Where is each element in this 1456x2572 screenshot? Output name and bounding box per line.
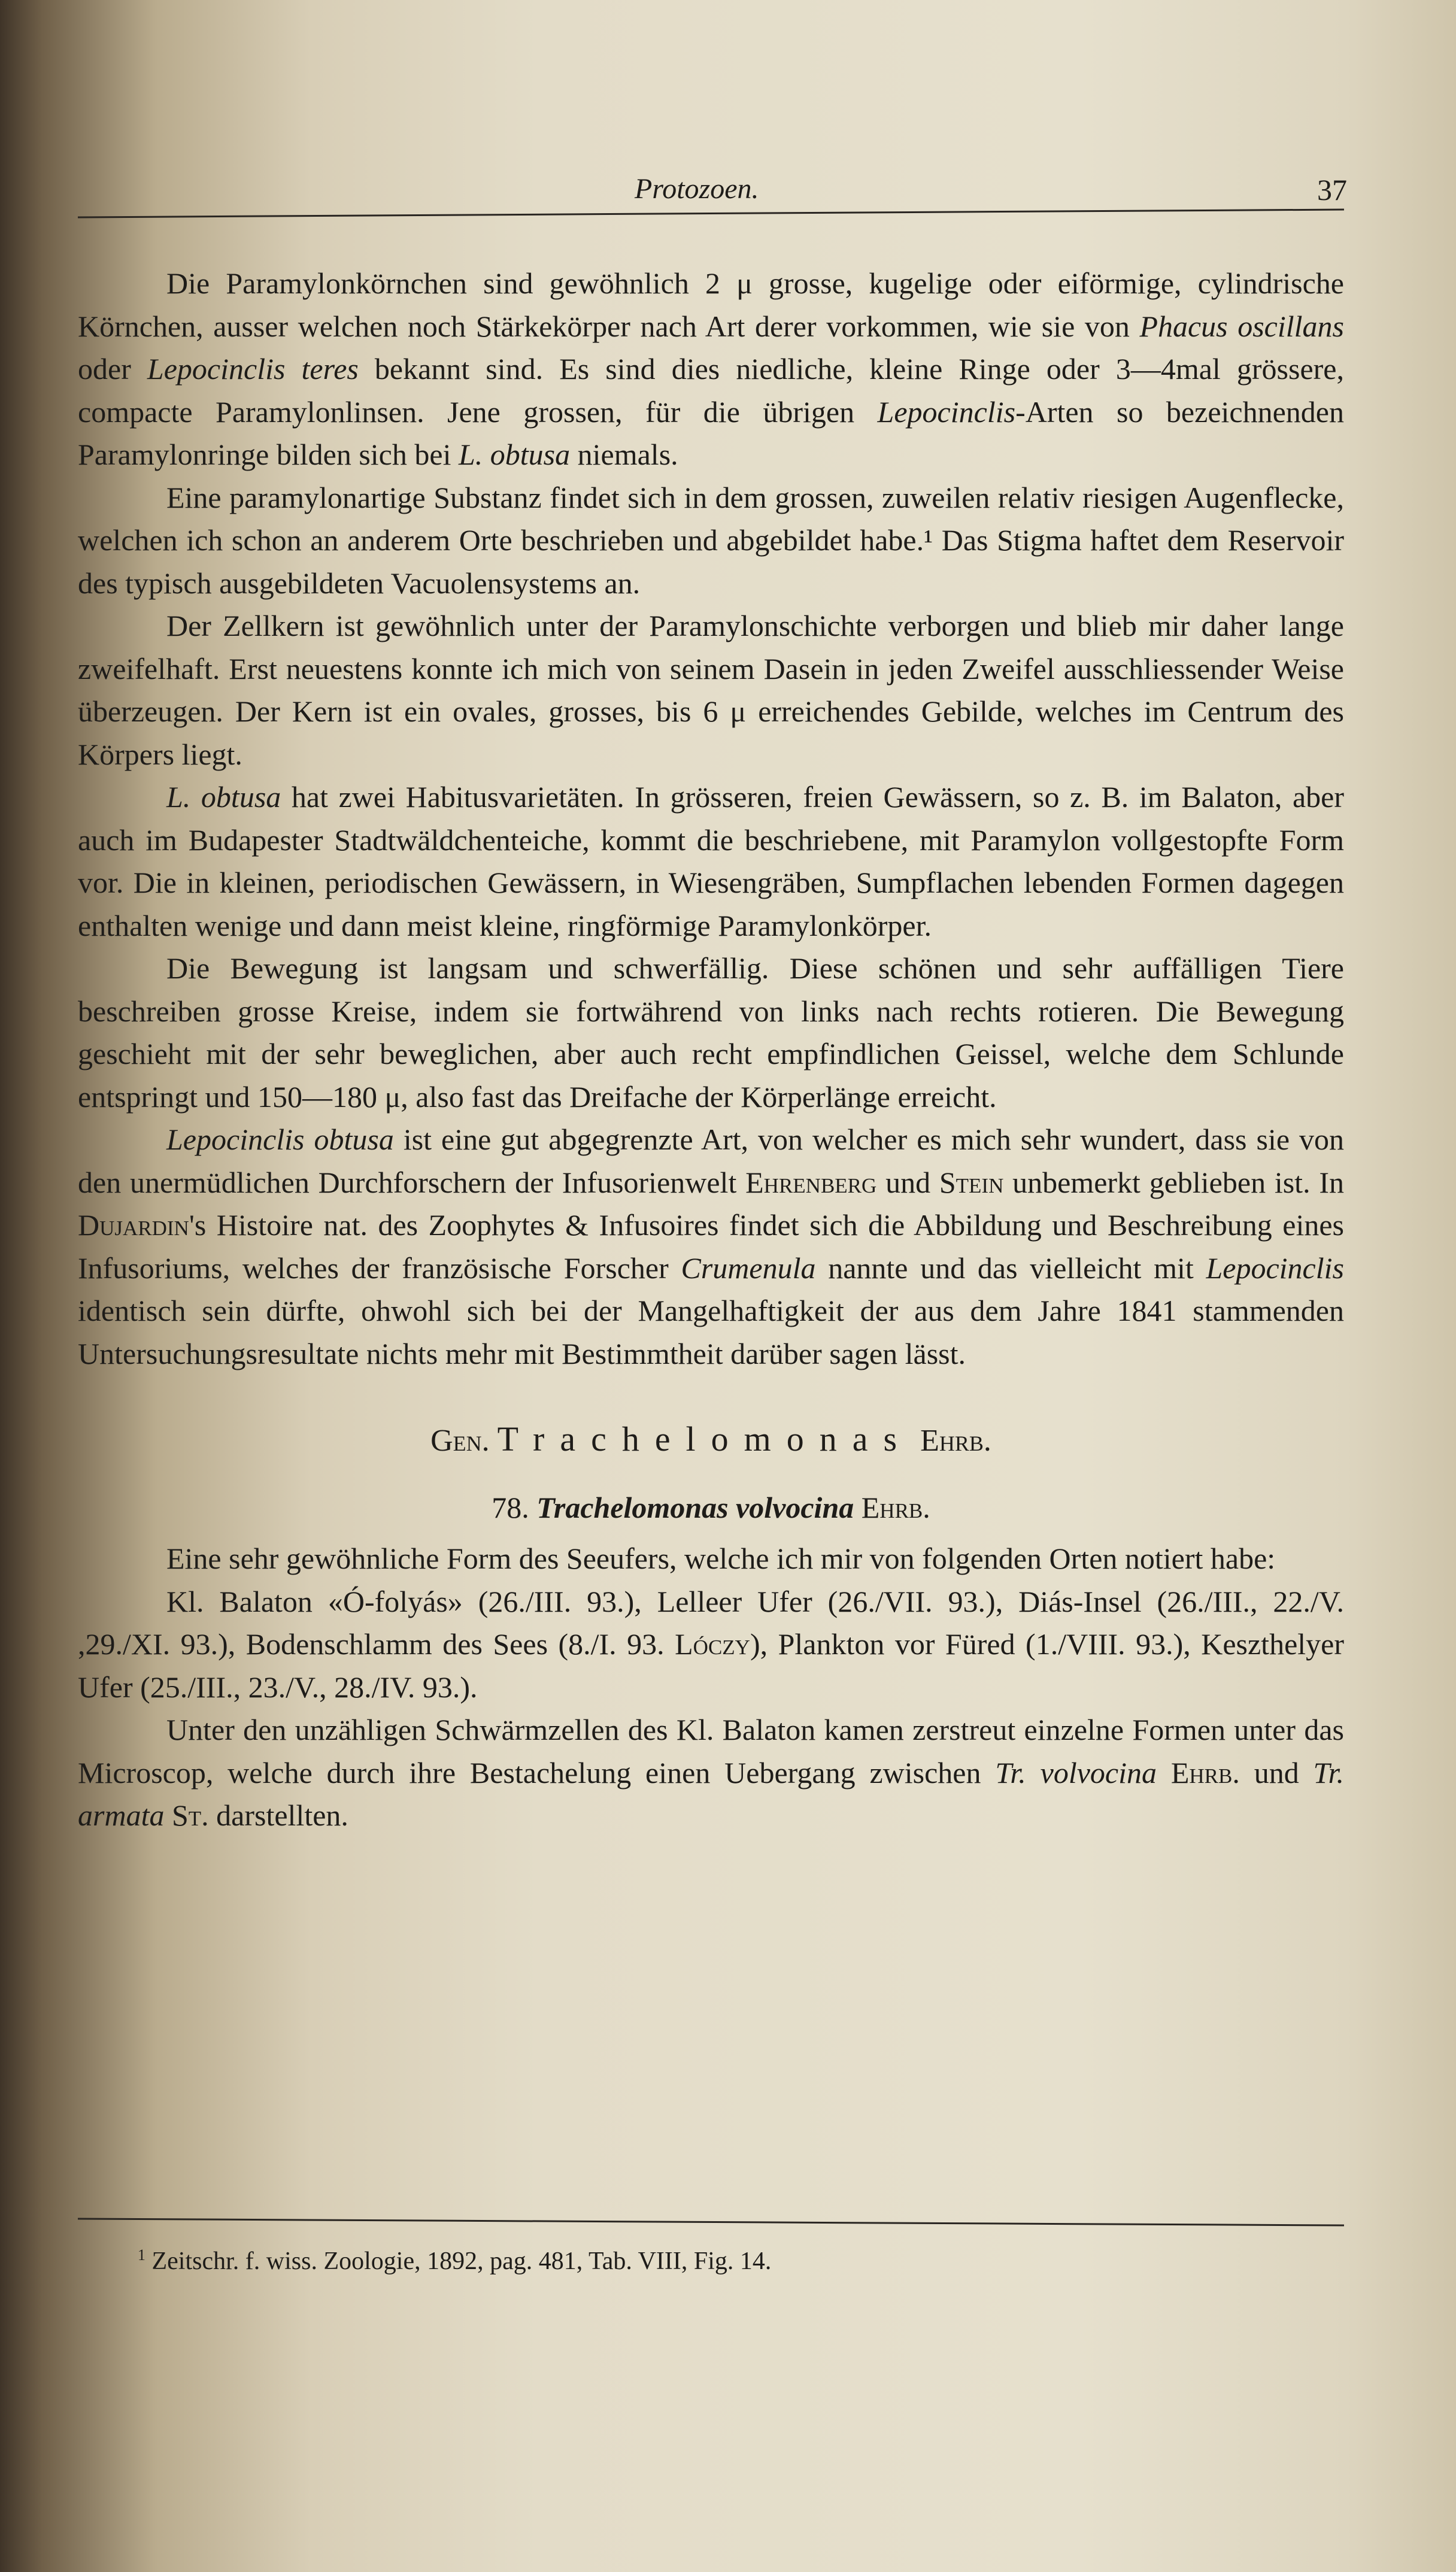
taxon-name: Lepocinclis	[1206, 1251, 1344, 1285]
species-name: Trachelomonas volvocina	[536, 1491, 854, 1524]
taxon-name: L. obtusa	[166, 780, 281, 814]
taxon-name: Lepocinclis obtusa	[166, 1123, 394, 1156]
taxon-name: Lepocinclis-	[877, 395, 1026, 429]
main-text	[78, 262, 1344, 1837]
author-name: Stein	[939, 1165, 1004, 1199]
author-name: Dujardin	[78, 1208, 189, 1242]
paragraph-occurrence: Eine sehr gewöhnliche Form des Seeufers, welche ich mir von folgenden Orten notiert habe:	[166, 1542, 1276, 1575]
taxon-name: Lepocinclis teres	[147, 352, 359, 386]
author-name: Lóczy	[675, 1627, 750, 1661]
paragraph-nucleus: Der Zellkern ist gewöhnlich unter der Paramylonschichte verborgen und blieb mir daher lange zweifelhaft. Erst neuestens konnte ich mich von seinem Dasein in jeden Zweifel ausschliessender Weise überzeugen. Der Kern ist ein ovales, grosses, bis 6 μ erreichendes Gebilde, welches im Centrum des Körpers liegt.	[78, 609, 1344, 771]
taxon-name: Phacus oscillans	[1139, 309, 1344, 343]
genus-prefix: Gen.	[430, 1424, 490, 1458]
paragraph-taxonomy: Lepocinclis obtusa ist eine gut abgegrenzte Art, von welcher es mich sehr wundert, dass sie von den unermüdlichen Durchforschern der Infusorienwelt Ehrenberg und Stein unbemerkt geblieben ist. In Dujardin's Histoire nat. des Zoophytes & Infusoires findet sich die Abbildung und Beschreibung eines Infusoriums, welches der französische Forscher Crumenula nannte und das vielleicht mit Lepocinclis identisch sein dürfte, ohwohl sich bei der Mangelhaftigkeit der aus dem Jahre 1841 stammenden Untersuchungsresultate nichts mehr mit Bestimmtheit darüber sagen lässt.	[78, 1123, 1345, 1370]
species-number: 78.	[492, 1491, 529, 1524]
author-name: Ehrb.	[1170, 1755, 1240, 1790]
footnote-rule	[78, 2218, 1344, 2226]
paragraph-varieties: L. obtusa hat zwei Habitusvarietäten. In grösseren, freien Gewässern, so z. B. im Balaton, aber auch im Budapester Stadtwäldchenteiche, kommt die beschriebene, mit Paramylon vollgestopfte Form vor. Die in kleinen, periodischen Gewässern, in Wiesengräben, Sumpflachen lebenden Formen dagegen enthalten wenige und dann meist kleine, ringförmige Paramylonkörper.	[78, 780, 1344, 942]
paragraph-paramylon-grains: Die Paramylonkörnchen sind gewöhnlich 2 μ grosse, kugelige oder eiförmige, cylindrische Körnchen, ausser welchen noch Stärkekörper nach Art derer vorkommen, wie sie von Phacus oscillans oder Lepocinclis teres bekannt sind. Es sind dies niedliche, kleine Ringe oder 3—4mal grössere, compacte Paramylonlinsen. Jene grossen, für die übrigen Lepocinclis-Arten so bezeichnenden Paramylonringe bilden sich bei L. obtusa niemals.	[78, 266, 1344, 471]
genus-heading	[78, 1412, 1344, 1468]
author-name: St.	[171, 1798, 209, 1832]
taxon-name: Tr. armata	[78, 1755, 1345, 1832]
paragraph-movement: Die Bewegung ist langsam und schwerfällig. Diese schönen und sehr auffälligen Tiere beschreiben grosse Kreise, indem sie fortwährend von links nach rechts rotieren. Die Bewegung geschieht mit der sehr beweglichen, aber auch recht empfindlichen Geissel, welche dem Schlunde entspringt und 150—180 μ, also fast das Dreifache der Körperlänge erreicht.	[78, 951, 1344, 1114]
taxon-name: L. obtusa	[458, 438, 571, 471]
paragraph-localities: Kl. Balaton «Ó-folyás» (26./III. 93.), Lelleer Ufer (26./VII. 93.), Diás-Insel (26./III., 22./V. ,29./XI. 93.), Bodenschlamm des Sees (8./I. 93. Lóczy), Plankton vor Füred (1./VIII. 93.), Keszthelyer Ufer (25./III., 23./V., 28./IV. 93.).	[78, 1584, 1344, 1704]
paragraph-forms: Unter den unzähligen Schwärmzellen des Kl. Balaton kamen zerstreut einzelne Formen unter das Microscop, welche durch ihre Bestachelung einen Uebergang zwischen Tr. volvocina Ehrb. und Tr. armata St. darstellten.	[78, 1713, 1345, 1832]
page-number: 37	[1317, 173, 1347, 207]
running-head: Protozoen.	[635, 173, 759, 205]
species-author: Ehrb.	[861, 1491, 930, 1524]
taxon-name: Tr. volvocina	[995, 1755, 1157, 1790]
footnote-marker: 1	[138, 2246, 145, 2264]
genus-author: Ehrb.	[920, 1424, 991, 1458]
genus-name: Trachelomonas	[497, 1420, 913, 1458]
paragraph-stigma: Eine paramylonartige Substanz findet sich in dem grossen, zuweilen relativ riesigen Augenflecke, welchen ich schon an anderem Orte beschrieben und abgebildet habe.¹ Das Stigma haftet dem Reservoir des typisch ausgebildeten Vacuolensystems an.	[78, 480, 1344, 600]
taxon-name: Crumenula	[681, 1251, 816, 1285]
footnote	[138, 2246, 771, 2276]
footnote-text: Zeitschr. f. wiss. Zoologie, 1892, pag. 481, Tab. VIII, Fig. 14.	[151, 2248, 772, 2275]
species-heading	[78, 1484, 1344, 1531]
author-name: Ehrenberg	[745, 1165, 877, 1199]
